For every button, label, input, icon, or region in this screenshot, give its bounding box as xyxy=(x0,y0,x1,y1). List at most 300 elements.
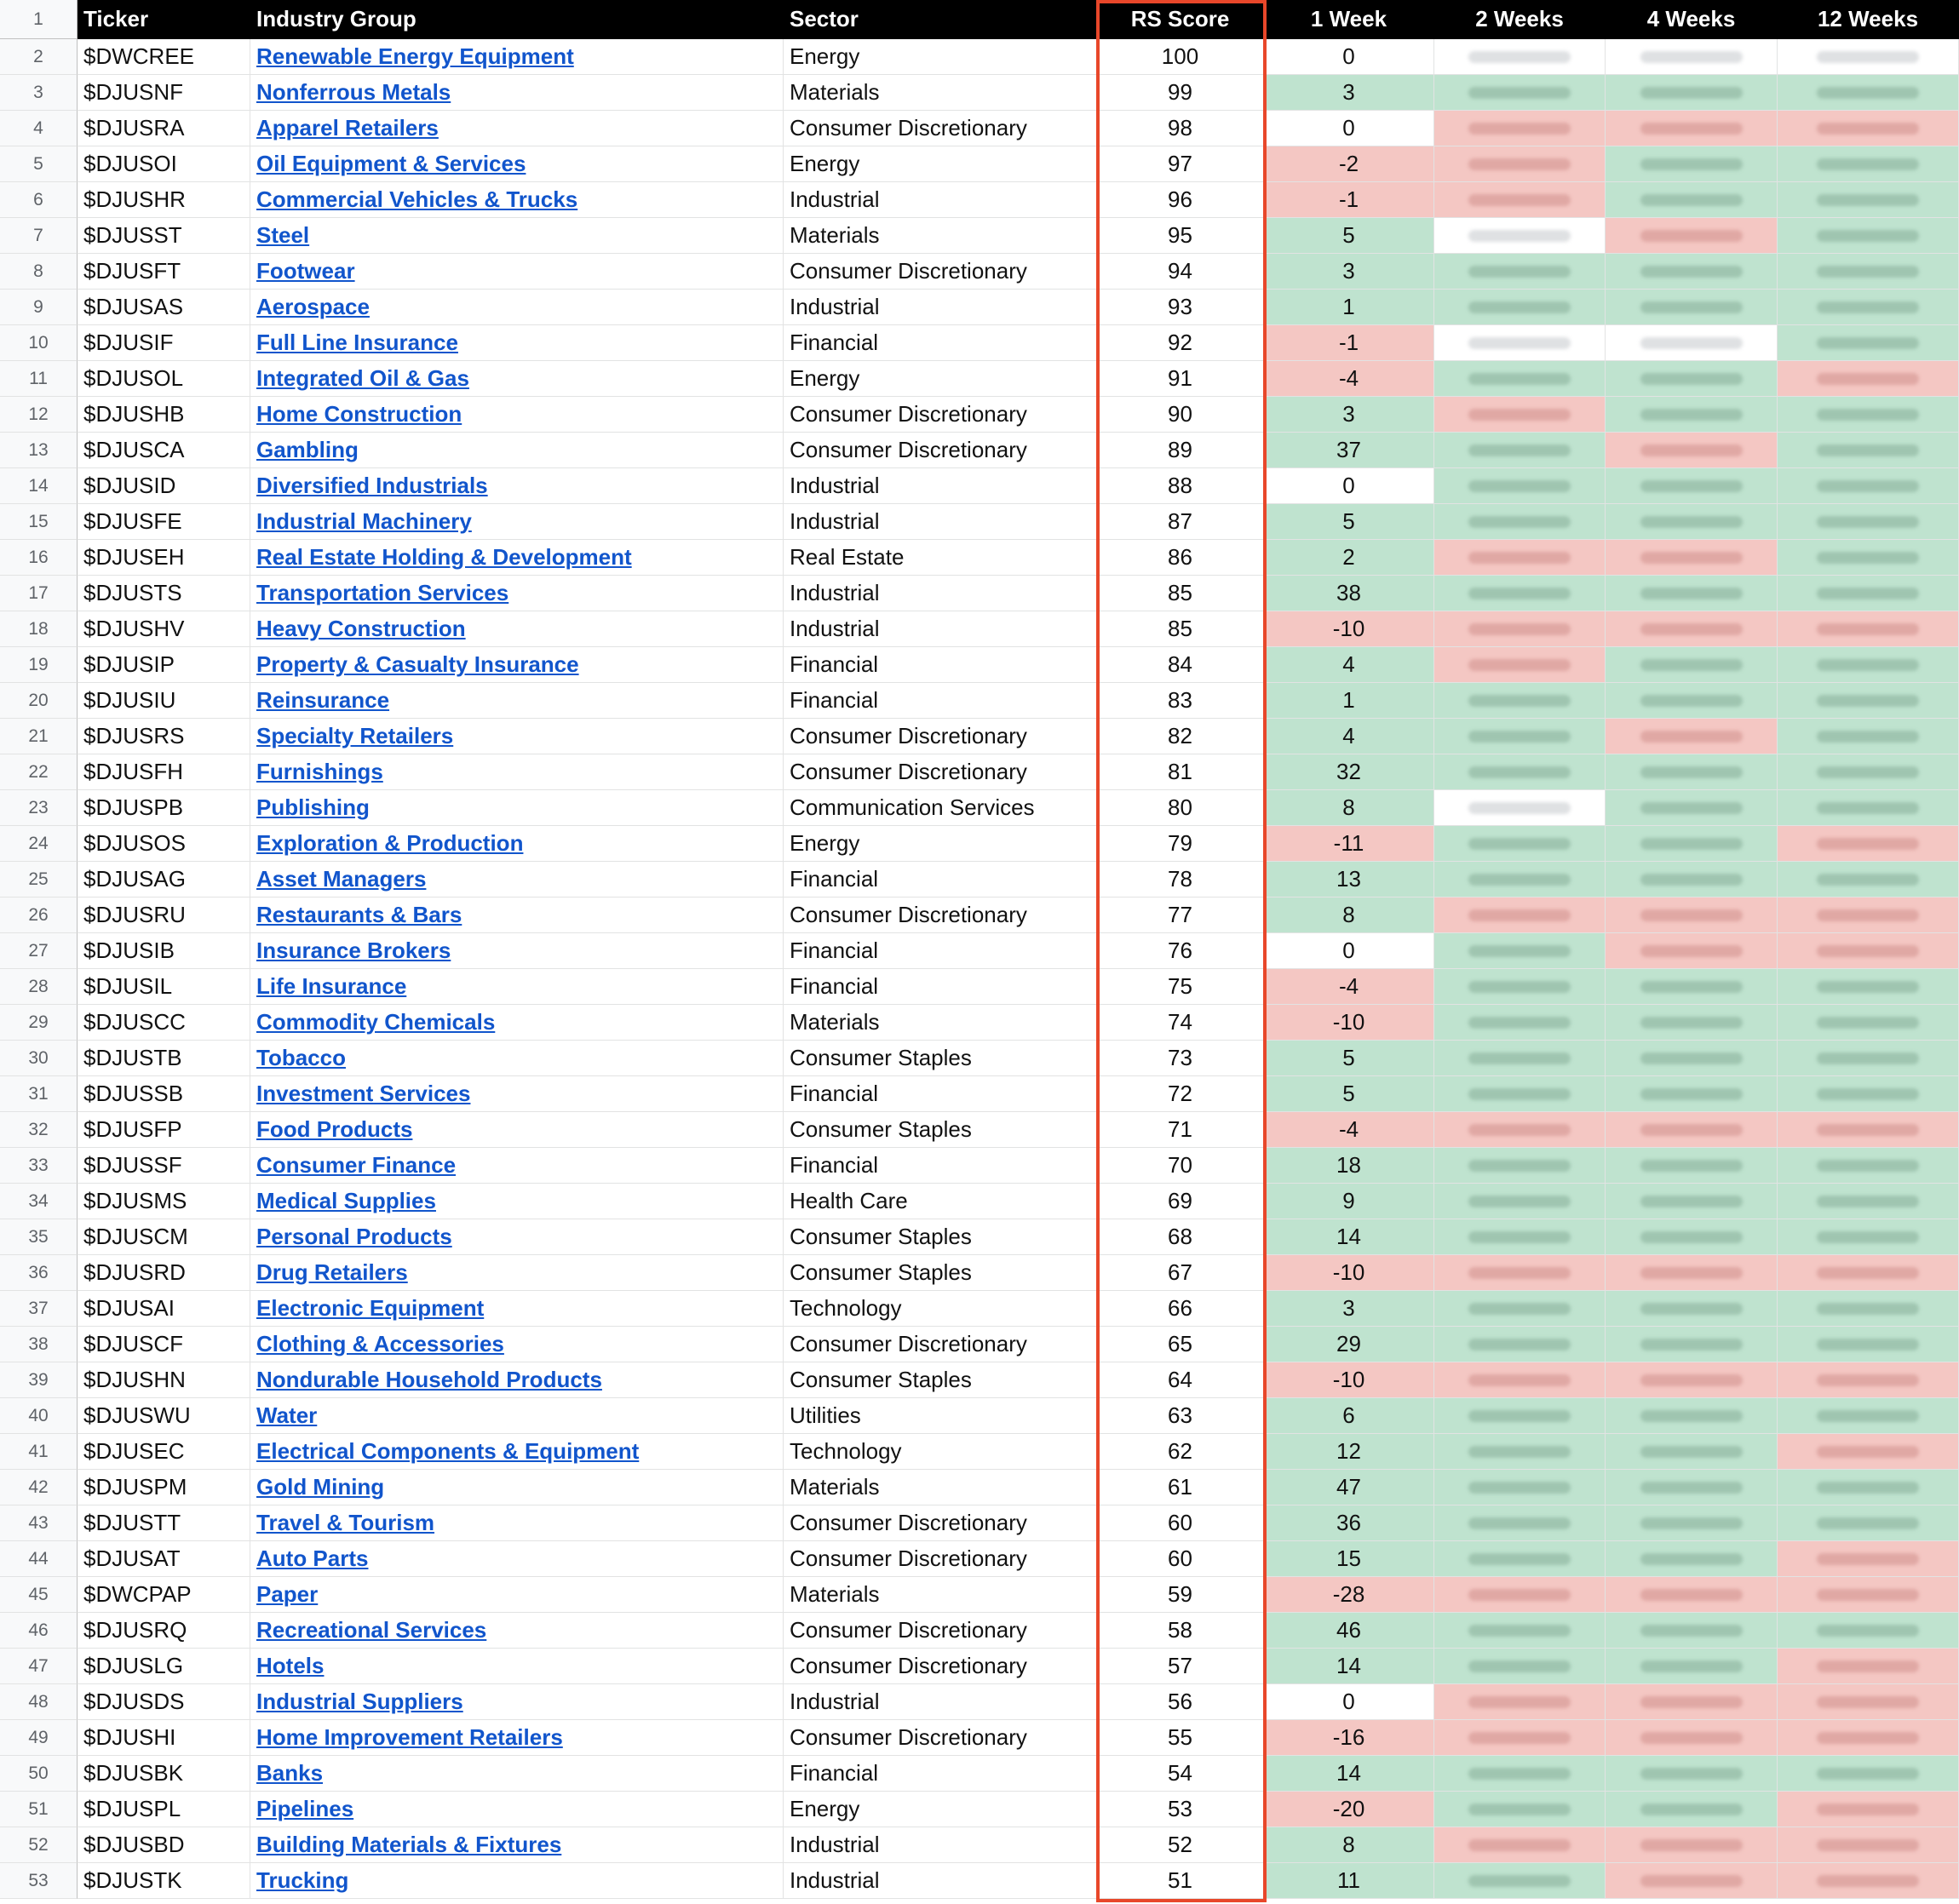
ticker-cell[interactable]: $DJUSHI xyxy=(78,1720,250,1756)
sector-cell[interactable]: Industrial xyxy=(784,182,1097,218)
week-1-change-cell[interactable]: 12 xyxy=(1264,1434,1434,1470)
week-4-change-cell[interactable] xyxy=(1606,1076,1778,1112)
ticker-cell[interactable]: $DJUSHR xyxy=(78,182,250,218)
week-4-change-cell[interactable] xyxy=(1606,1148,1778,1184)
week-4-change-cell[interactable] xyxy=(1606,290,1778,325)
industry-group-cell[interactable] xyxy=(250,1684,784,1720)
week-2-change-cell[interactable] xyxy=(1434,111,1606,146)
row-number[interactable]: 50 xyxy=(0,1756,78,1792)
week-12-change-cell[interactable] xyxy=(1778,1649,1959,1684)
week-4-change-cell[interactable] xyxy=(1606,1613,1778,1649)
industry-group-cell[interactable] xyxy=(250,1362,784,1398)
ticker-cell[interactable]: $DWCPAP xyxy=(78,1577,250,1613)
week-2-change-cell[interactable] xyxy=(1434,898,1606,933)
week-4-change-cell[interactable] xyxy=(1606,611,1778,647)
rs-score-cell[interactable]: 99 xyxy=(1097,75,1264,111)
week-4-change-cell[interactable] xyxy=(1606,826,1778,862)
week-2-change-cell[interactable] xyxy=(1434,1792,1606,1827)
week-2-change-cell[interactable] xyxy=(1434,146,1606,182)
industry-group-cell[interactable] xyxy=(250,1041,784,1076)
week-4-change-cell[interactable] xyxy=(1606,683,1778,719)
industry-group-link[interactable]: Commodity Chemicals xyxy=(256,1009,496,1035)
week-2-change-cell[interactable] xyxy=(1434,1827,1606,1863)
row-number[interactable]: 25 xyxy=(0,862,78,898)
week-1-change-cell[interactable]: -11 xyxy=(1264,826,1434,862)
sector-cell[interactable]: Consumer Discretionary xyxy=(784,1720,1097,1756)
week-4-change-cell[interactable] xyxy=(1606,1184,1778,1219)
industry-group-link[interactable]: Hotels xyxy=(256,1653,325,1678)
industry-group-link[interactable]: Clothing & Accessories xyxy=(256,1331,504,1356)
week-1-change-cell[interactable]: 6 xyxy=(1264,1398,1434,1434)
week-2-change-cell[interactable] xyxy=(1434,468,1606,504)
week-1-change-cell[interactable]: -1 xyxy=(1264,325,1434,361)
week-4-change-cell[interactable] xyxy=(1606,1005,1778,1041)
rs-score-cell[interactable]: 96 xyxy=(1097,182,1264,218)
row-number[interactable]: 12 xyxy=(0,397,78,433)
week-2-change-cell[interactable] xyxy=(1434,1398,1606,1434)
rs-score-cell[interactable]: 90 xyxy=(1097,397,1264,433)
week-12-change-cell[interactable] xyxy=(1778,1398,1959,1434)
industry-group-link[interactable]: Full Line Insurance xyxy=(256,330,458,355)
rs-score-cell[interactable]: 56 xyxy=(1097,1684,1264,1720)
week-4-change-cell[interactable] xyxy=(1606,468,1778,504)
row-number[interactable]: 14 xyxy=(0,468,78,504)
week-1-change-cell[interactable]: -2 xyxy=(1264,146,1434,182)
week-2-change-cell[interactable] xyxy=(1434,1112,1606,1148)
header-2-weeks[interactable]: 2 Weeks xyxy=(1434,0,1606,39)
rs-score-cell[interactable]: 86 xyxy=(1097,540,1264,576)
week-2-change-cell[interactable] xyxy=(1434,719,1606,754)
ticker-cell[interactable]: $DJUSOS xyxy=(78,826,250,862)
week-12-change-cell[interactable] xyxy=(1778,1112,1959,1148)
week-1-change-cell[interactable]: -1 xyxy=(1264,182,1434,218)
week-2-change-cell[interactable] xyxy=(1434,540,1606,576)
rs-score-cell[interactable]: 95 xyxy=(1097,218,1264,254)
industry-group-cell[interactable] xyxy=(250,1327,784,1362)
industry-group-link[interactable]: Pipelines xyxy=(256,1796,354,1821)
row-number[interactable]: 28 xyxy=(0,969,78,1005)
industry-group-link[interactable]: Reinsurance xyxy=(256,687,390,713)
ticker-cell[interactable]: $DJUSRA xyxy=(78,111,250,146)
week-1-change-cell[interactable]: 5 xyxy=(1264,1041,1434,1076)
week-12-change-cell[interactable] xyxy=(1778,576,1959,611)
week-1-change-cell[interactable]: 14 xyxy=(1264,1219,1434,1255)
industry-group-link[interactable]: Asset Managers xyxy=(256,866,427,892)
header-12-weeks[interactable]: 12 Weeks xyxy=(1778,0,1959,39)
industry-group-cell[interactable] xyxy=(250,540,784,576)
sector-cell[interactable]: Financial xyxy=(784,325,1097,361)
week-4-change-cell[interactable] xyxy=(1606,1577,1778,1613)
industry-group-cell[interactable] xyxy=(250,1505,784,1541)
week-1-change-cell[interactable]: 3 xyxy=(1264,1291,1434,1327)
week-2-change-cell[interactable] xyxy=(1434,1863,1606,1899)
week-1-change-cell[interactable]: 0 xyxy=(1264,933,1434,969)
ticker-cell[interactable]: $DJUSEC xyxy=(78,1434,250,1470)
row-number[interactable]: 1 xyxy=(0,0,78,39)
week-2-change-cell[interactable] xyxy=(1434,1148,1606,1184)
week-4-change-cell[interactable] xyxy=(1606,1863,1778,1899)
week-2-change-cell[interactable] xyxy=(1434,611,1606,647)
industry-group-cell[interactable] xyxy=(250,1470,784,1505)
sector-cell[interactable]: Industrial xyxy=(784,504,1097,540)
week-1-change-cell[interactable]: -10 xyxy=(1264,1255,1434,1291)
row-number[interactable]: 37 xyxy=(0,1291,78,1327)
rs-score-cell[interactable]: 66 xyxy=(1097,1291,1264,1327)
ticker-cell[interactable]: $DJUSMS xyxy=(78,1184,250,1219)
week-12-change-cell[interactable] xyxy=(1778,1076,1959,1112)
week-12-change-cell[interactable] xyxy=(1778,1219,1959,1255)
ticker-cell[interactable]: $DJUSWU xyxy=(78,1398,250,1434)
week-2-change-cell[interactable] xyxy=(1434,1470,1606,1505)
week-2-change-cell[interactable] xyxy=(1434,1327,1606,1362)
sector-cell[interactable]: Industrial xyxy=(784,1863,1097,1899)
ticker-cell[interactable]: $DJUSAI xyxy=(78,1291,250,1327)
sector-cell[interactable]: Consumer Discretionary xyxy=(784,1327,1097,1362)
industry-group-cell[interactable] xyxy=(250,754,784,790)
industry-group-cell[interactable] xyxy=(250,433,784,468)
sector-cell[interactable]: Consumer Discretionary xyxy=(784,254,1097,290)
header-industry-group[interactable]: Industry Group xyxy=(250,0,784,39)
week-1-change-cell[interactable]: 0 xyxy=(1264,111,1434,146)
industry-group-link[interactable]: Heavy Construction xyxy=(256,616,466,641)
week-12-change-cell[interactable] xyxy=(1778,468,1959,504)
week-4-change-cell[interactable] xyxy=(1606,1291,1778,1327)
sector-cell[interactable]: Health Care xyxy=(784,1184,1097,1219)
sector-cell[interactable]: Financial xyxy=(784,933,1097,969)
sector-cell[interactable]: Materials xyxy=(784,75,1097,111)
week-4-change-cell[interactable] xyxy=(1606,1720,1778,1756)
industry-group-cell[interactable] xyxy=(250,1005,784,1041)
sector-cell[interactable]: Consumer Discretionary xyxy=(784,1505,1097,1541)
week-12-change-cell[interactable] xyxy=(1778,540,1959,576)
rs-score-cell[interactable]: 71 xyxy=(1097,1112,1264,1148)
rs-score-cell[interactable]: 94 xyxy=(1097,254,1264,290)
week-1-change-cell[interactable]: 5 xyxy=(1264,1076,1434,1112)
sector-cell[interactable]: Consumer Discretionary xyxy=(784,1613,1097,1649)
week-1-change-cell[interactable]: 8 xyxy=(1264,898,1434,933)
industry-group-cell[interactable] xyxy=(250,1613,784,1649)
week-4-change-cell[interactable] xyxy=(1606,1792,1778,1827)
week-12-change-cell[interactable] xyxy=(1778,719,1959,754)
week-1-change-cell[interactable]: -28 xyxy=(1264,1577,1434,1613)
industry-group-cell[interactable] xyxy=(250,1291,784,1327)
week-2-change-cell[interactable] xyxy=(1434,1291,1606,1327)
industry-group-link[interactable]: Recreational Services xyxy=(256,1617,487,1643)
ticker-cell[interactable]: $DJUSOL xyxy=(78,361,250,397)
industry-group-cell[interactable] xyxy=(250,1827,784,1863)
week-1-change-cell[interactable]: -10 xyxy=(1264,1005,1434,1041)
industry-group-cell[interactable] xyxy=(250,111,784,146)
industry-group-link[interactable]: Water xyxy=(256,1402,318,1428)
week-1-change-cell[interactable]: -20 xyxy=(1264,1792,1434,1827)
ticker-cell[interactable]: $DJUSFP xyxy=(78,1112,250,1148)
sector-cell[interactable]: Industrial xyxy=(784,611,1097,647)
row-number[interactable]: 17 xyxy=(0,576,78,611)
week-4-change-cell[interactable] xyxy=(1606,1398,1778,1434)
industry-group-cell[interactable] xyxy=(250,647,784,683)
industry-group-cell[interactable] xyxy=(250,933,784,969)
ticker-cell[interactable]: $DJUSHN xyxy=(78,1362,250,1398)
sector-cell[interactable]: Consumer Staples xyxy=(784,1112,1097,1148)
row-number[interactable]: 32 xyxy=(0,1112,78,1148)
ticker-cell[interactable]: $DJUSIP xyxy=(78,647,250,683)
row-number[interactable]: 35 xyxy=(0,1219,78,1255)
industry-group-link[interactable]: Gold Mining xyxy=(256,1474,385,1500)
sector-cell[interactable]: Financial xyxy=(784,647,1097,683)
ticker-cell[interactable]: $DJUSBK xyxy=(78,1756,250,1792)
industry-group-link[interactable]: Transportation Services xyxy=(256,580,509,605)
ticker-cell[interactable]: $DJUSRD xyxy=(78,1255,250,1291)
week-4-change-cell[interactable] xyxy=(1606,325,1778,361)
week-1-change-cell[interactable]: 4 xyxy=(1264,647,1434,683)
ticker-cell[interactable]: $DJUSPM xyxy=(78,1470,250,1505)
ticker-cell[interactable]: $DJUSTB xyxy=(78,1041,250,1076)
rs-score-cell[interactable]: 88 xyxy=(1097,468,1264,504)
header-sector[interactable]: Sector xyxy=(784,0,1097,39)
sector-cell[interactable]: Financial xyxy=(784,969,1097,1005)
sector-cell[interactable]: Energy xyxy=(784,826,1097,862)
industry-group-link[interactable]: Nondurable Household Products xyxy=(256,1367,602,1392)
rs-score-cell[interactable]: 63 xyxy=(1097,1398,1264,1434)
industry-group-link[interactable]: Industrial Machinery xyxy=(256,508,472,534)
week-1-change-cell[interactable]: 36 xyxy=(1264,1505,1434,1541)
industry-group-link[interactable]: Building Materials & Fixtures xyxy=(256,1832,562,1857)
industry-group-cell[interactable] xyxy=(250,468,784,504)
industry-group-link[interactable]: Auto Parts xyxy=(256,1546,369,1571)
week-1-change-cell[interactable]: 11 xyxy=(1264,1863,1434,1899)
week-12-change-cell[interactable] xyxy=(1778,1756,1959,1792)
rs-score-cell[interactable]: 60 xyxy=(1097,1505,1264,1541)
week-4-change-cell[interactable] xyxy=(1606,1827,1778,1863)
week-4-change-cell[interactable] xyxy=(1606,1327,1778,1362)
row-number[interactable]: 2 xyxy=(0,39,78,75)
industry-group-link[interactable]: Home Improvement Retailers xyxy=(256,1724,563,1750)
sector-cell[interactable]: Consumer Discretionary xyxy=(784,1649,1097,1684)
industry-group-cell[interactable] xyxy=(250,1076,784,1112)
row-number[interactable]: 33 xyxy=(0,1148,78,1184)
industry-group-cell[interactable] xyxy=(250,1756,784,1792)
ticker-cell[interactable]: $DJUSFE xyxy=(78,504,250,540)
week-12-change-cell[interactable] xyxy=(1778,611,1959,647)
industry-group-cell[interactable] xyxy=(250,683,784,719)
industry-group-link[interactable]: Consumer Finance xyxy=(256,1152,457,1178)
rs-score-cell[interactable]: 52 xyxy=(1097,1827,1264,1863)
week-1-change-cell[interactable]: -10 xyxy=(1264,1362,1434,1398)
rs-score-cell[interactable]: 85 xyxy=(1097,576,1264,611)
row-number[interactable]: 45 xyxy=(0,1577,78,1613)
week-1-change-cell[interactable]: -4 xyxy=(1264,969,1434,1005)
row-number[interactable]: 22 xyxy=(0,754,78,790)
week-2-change-cell[interactable] xyxy=(1434,325,1606,361)
week-1-change-cell[interactable]: 3 xyxy=(1264,397,1434,433)
week-12-change-cell[interactable] xyxy=(1778,898,1959,933)
rs-score-cell[interactable]: 77 xyxy=(1097,898,1264,933)
week-4-change-cell[interactable] xyxy=(1606,504,1778,540)
row-number[interactable]: 39 xyxy=(0,1362,78,1398)
row-number[interactable]: 26 xyxy=(0,898,78,933)
week-1-change-cell[interactable]: 18 xyxy=(1264,1148,1434,1184)
industry-group-link[interactable]: Food Products xyxy=(256,1116,413,1142)
week-12-change-cell[interactable] xyxy=(1778,218,1959,254)
ticker-cell[interactable]: $DJUSTT xyxy=(78,1505,250,1541)
ticker-cell[interactable]: $DJUSRS xyxy=(78,719,250,754)
sector-cell[interactable]: Consumer Staples xyxy=(784,1219,1097,1255)
week-2-change-cell[interactable] xyxy=(1434,1505,1606,1541)
week-1-change-cell[interactable]: 2 xyxy=(1264,540,1434,576)
industry-group-cell[interactable] xyxy=(250,1434,784,1470)
week-12-change-cell[interactable] xyxy=(1778,1041,1959,1076)
row-number[interactable]: 16 xyxy=(0,540,78,576)
row-number[interactable]: 4 xyxy=(0,111,78,146)
industry-group-cell[interactable] xyxy=(250,1219,784,1255)
ticker-cell[interactable]: $DJUSPB xyxy=(78,790,250,826)
industry-group-link[interactable]: Diversified Industrials xyxy=(256,473,488,498)
row-number[interactable]: 18 xyxy=(0,611,78,647)
week-12-change-cell[interactable] xyxy=(1778,969,1959,1005)
week-2-change-cell[interactable] xyxy=(1434,862,1606,898)
row-number[interactable]: 31 xyxy=(0,1076,78,1112)
header-1-week[interactable]: 1 Week xyxy=(1264,0,1434,39)
sector-cell[interactable]: Utilities xyxy=(784,1398,1097,1434)
ticker-cell[interactable]: $DJUSHV xyxy=(78,611,250,647)
week-12-change-cell[interactable] xyxy=(1778,1863,1959,1899)
week-12-change-cell[interactable] xyxy=(1778,361,1959,397)
week-12-change-cell[interactable] xyxy=(1778,182,1959,218)
week-12-change-cell[interactable] xyxy=(1778,647,1959,683)
week-4-change-cell[interactable] xyxy=(1606,969,1778,1005)
row-number[interactable]: 43 xyxy=(0,1505,78,1541)
week-1-change-cell[interactable]: 0 xyxy=(1264,1684,1434,1720)
week-4-change-cell[interactable] xyxy=(1606,933,1778,969)
industry-group-cell[interactable] xyxy=(250,1792,784,1827)
industry-group-link[interactable]: Industrial Suppliers xyxy=(256,1689,463,1714)
rs-score-cell[interactable]: 93 xyxy=(1097,290,1264,325)
week-12-change-cell[interactable] xyxy=(1778,1327,1959,1362)
week-12-change-cell[interactable] xyxy=(1778,1613,1959,1649)
week-12-change-cell[interactable] xyxy=(1778,1005,1959,1041)
rs-score-cell[interactable]: 83 xyxy=(1097,683,1264,719)
week-1-change-cell[interactable]: 3 xyxy=(1264,254,1434,290)
week-12-change-cell[interactable] xyxy=(1778,433,1959,468)
sector-cell[interactable]: Energy xyxy=(784,146,1097,182)
row-number[interactable]: 29 xyxy=(0,1005,78,1041)
rs-score-cell[interactable]: 72 xyxy=(1097,1076,1264,1112)
week-4-change-cell[interactable] xyxy=(1606,218,1778,254)
industry-group-link[interactable]: Investment Services xyxy=(256,1081,471,1106)
week-12-change-cell[interactable] xyxy=(1778,1148,1959,1184)
row-number[interactable]: 21 xyxy=(0,719,78,754)
week-12-change-cell[interactable] xyxy=(1778,1505,1959,1541)
ticker-cell[interactable]: $DJUSCF xyxy=(78,1327,250,1362)
week-1-change-cell[interactable]: 5 xyxy=(1264,218,1434,254)
industry-group-cell[interactable] xyxy=(250,576,784,611)
week-2-change-cell[interactable] xyxy=(1434,504,1606,540)
sector-cell[interactable]: Industrial xyxy=(784,290,1097,325)
week-12-change-cell[interactable] xyxy=(1778,1827,1959,1863)
ticker-cell[interactable]: $DJUSIL xyxy=(78,969,250,1005)
industry-group-link[interactable]: Gambling xyxy=(256,437,359,462)
industry-group-cell[interactable] xyxy=(250,397,784,433)
industry-group-cell[interactable] xyxy=(250,898,784,933)
row-number[interactable]: 11 xyxy=(0,361,78,397)
industry-group-link[interactable]: Publishing xyxy=(256,794,370,820)
row-number[interactable]: 47 xyxy=(0,1649,78,1684)
ticker-cell[interactable]: $DJUSCA xyxy=(78,433,250,468)
sector-cell[interactable]: Real Estate xyxy=(784,540,1097,576)
week-4-change-cell[interactable] xyxy=(1606,898,1778,933)
ticker-cell[interactable]: $DJUSTK xyxy=(78,1863,250,1899)
week-2-change-cell[interactable] xyxy=(1434,647,1606,683)
rs-score-cell[interactable]: 65 xyxy=(1097,1327,1264,1362)
industry-group-cell[interactable] xyxy=(250,504,784,540)
industry-group-cell[interactable] xyxy=(250,290,784,325)
ticker-cell[interactable]: $DJUSIF xyxy=(78,325,250,361)
industry-group-cell[interactable] xyxy=(250,1541,784,1577)
industry-group-cell[interactable] xyxy=(250,1649,784,1684)
rs-score-cell[interactable]: 97 xyxy=(1097,146,1264,182)
week-1-change-cell[interactable]: -4 xyxy=(1264,1112,1434,1148)
sector-cell[interactable]: Materials xyxy=(784,218,1097,254)
week-2-change-cell[interactable] xyxy=(1434,1255,1606,1291)
week-12-change-cell[interactable] xyxy=(1778,1291,1959,1327)
week-12-change-cell[interactable] xyxy=(1778,754,1959,790)
week-4-change-cell[interactable] xyxy=(1606,146,1778,182)
week-2-change-cell[interactable] xyxy=(1434,1613,1606,1649)
industry-group-link[interactable]: Renewable Energy Equipment xyxy=(256,43,574,69)
ticker-cell[interactable]: $DJUSFH xyxy=(78,754,250,790)
week-2-change-cell[interactable] xyxy=(1434,1362,1606,1398)
row-number[interactable]: 53 xyxy=(0,1863,78,1899)
week-1-change-cell[interactable]: 8 xyxy=(1264,790,1434,826)
row-number[interactable]: 51 xyxy=(0,1792,78,1827)
rs-score-cell[interactable]: 74 xyxy=(1097,1005,1264,1041)
week-2-change-cell[interactable] xyxy=(1434,1434,1606,1470)
week-2-change-cell[interactable] xyxy=(1434,1577,1606,1613)
week-4-change-cell[interactable] xyxy=(1606,111,1778,146)
week-2-change-cell[interactable] xyxy=(1434,254,1606,290)
ticker-cell[interactable]: $DJUSIB xyxy=(78,933,250,969)
week-2-change-cell[interactable] xyxy=(1434,1041,1606,1076)
week-1-change-cell[interactable]: 46 xyxy=(1264,1613,1434,1649)
week-12-change-cell[interactable] xyxy=(1778,75,1959,111)
week-4-change-cell[interactable] xyxy=(1606,1219,1778,1255)
week-4-change-cell[interactable] xyxy=(1606,862,1778,898)
sector-cell[interactable]: Consumer Discretionary xyxy=(784,433,1097,468)
rs-score-cell[interactable]: 84 xyxy=(1097,647,1264,683)
rs-score-cell[interactable]: 78 xyxy=(1097,862,1264,898)
ticker-cell[interactable]: $DJUSSB xyxy=(78,1076,250,1112)
week-4-change-cell[interactable] xyxy=(1606,361,1778,397)
sector-cell[interactable]: Consumer Discretionary xyxy=(784,898,1097,933)
week-1-change-cell[interactable]: 9 xyxy=(1264,1184,1434,1219)
week-2-change-cell[interactable] xyxy=(1434,218,1606,254)
rs-score-cell[interactable]: 73 xyxy=(1097,1041,1264,1076)
week-2-change-cell[interactable] xyxy=(1434,182,1606,218)
row-number[interactable]: 36 xyxy=(0,1255,78,1291)
week-4-change-cell[interactable] xyxy=(1606,182,1778,218)
rs-score-cell[interactable]: 100 xyxy=(1097,39,1264,75)
row-number[interactable]: 27 xyxy=(0,933,78,969)
rs-score-cell[interactable]: 87 xyxy=(1097,504,1264,540)
week-1-change-cell[interactable]: 14 xyxy=(1264,1756,1434,1792)
ticker-cell[interactable]: $DJUSNF xyxy=(78,75,250,111)
rs-score-cell[interactable]: 81 xyxy=(1097,754,1264,790)
rs-score-cell[interactable]: 80 xyxy=(1097,790,1264,826)
week-12-change-cell[interactable] xyxy=(1778,1684,1959,1720)
week-1-change-cell[interactable]: 47 xyxy=(1264,1470,1434,1505)
ticker-cell[interactable]: $DWCREE xyxy=(78,39,250,75)
sector-cell[interactable]: Communication Services xyxy=(784,790,1097,826)
